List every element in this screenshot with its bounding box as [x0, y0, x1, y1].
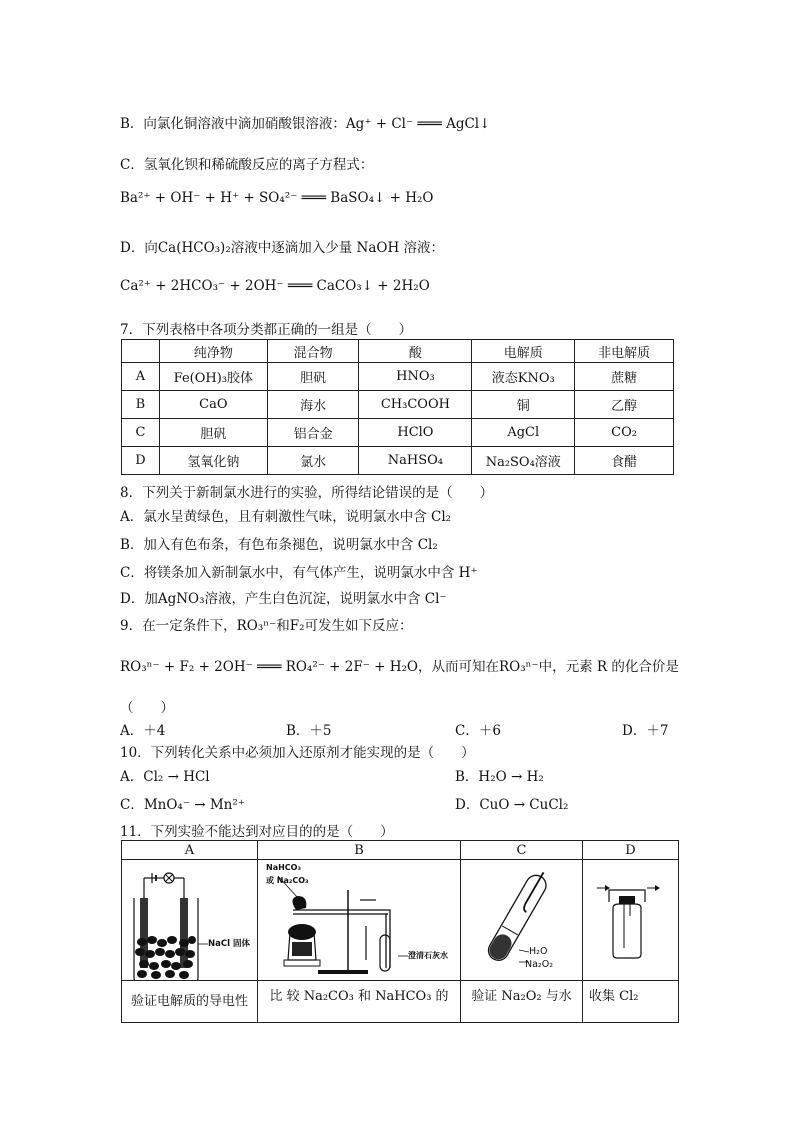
q6-option-c-text: C．氢氧化钡和稀硫酸反应的离子方程式：: [120, 157, 374, 173]
q10-option-b: B．H₂O → H₂: [455, 769, 544, 785]
h2o-label: H₂O: [529, 946, 548, 957]
conductivity-apparatus-image: [122, 860, 257, 980]
q8-option-a: A．氯水呈黄绿色，且有刺激性气味，说明氯水中含 Cl₂: [120, 509, 452, 525]
q6-option-b: [120, 112, 490, 132]
table-cell: 铝合金: [267, 419, 359, 447]
table-cell: 氯水: [267, 447, 359, 475]
table-row: [122, 981, 679, 1023]
table-row: [122, 860, 679, 981]
caption-a: 验证电解质的导电性: [122, 981, 258, 1023]
table-cell: HClO: [359, 419, 472, 447]
q9-answer-paren: （ ）: [120, 700, 174, 716]
table-header-cell: 纯净物: [159, 340, 267, 363]
q10-option-a: A．Cl₂ → HCl: [120, 769, 210, 785]
table-row: [122, 363, 674, 391]
q6-option-d-equation: Ca²⁺ + 2HCO₃⁻ + 2OH⁻ ═══ CaCO₃↓ + 2H₂O: [120, 278, 430, 294]
na2o2-label: Na₂O₂: [525, 959, 554, 970]
q8-option-c: C．将镁条加入新制氯水中，有气体产生，说明氯水中含 H⁺: [120, 565, 478, 581]
table-cell: Na₂SO₄溶液: [472, 447, 575, 475]
table-row: [122, 447, 674, 475]
table-cell: CaO: [159, 391, 267, 419]
table-header-cell: 非电解质: [575, 340, 674, 363]
q11-table: [121, 840, 679, 1023]
table-cell: Fe(OH)₃胶体: [159, 363, 267, 391]
table-cell: C: [122, 419, 160, 447]
apparatus-b-cell: [258, 860, 461, 981]
table-header-cell: 电解质: [472, 340, 575, 363]
table-header-row: [122, 841, 679, 860]
q9-option-a: A．＋4: [120, 723, 166, 739]
table-row: [122, 419, 674, 447]
gas-bottle-image: [583, 860, 678, 980]
table-header-cell: C: [461, 841, 583, 860]
table-header-cell: 酸: [359, 340, 472, 363]
q6-option-b-equation: Ag⁺ + Cl⁻ ═══ AgCl↓: [345, 116, 491, 132]
table-header-cell: B: [258, 841, 461, 860]
table-row: [122, 391, 674, 419]
table-cell: D: [122, 447, 160, 475]
table-cell: CO₂: [575, 419, 674, 447]
apparatus-d-cell: [583, 860, 679, 981]
apparatus-c-cell: [461, 860, 583, 981]
table-cell: 食醋: [575, 447, 674, 475]
q9-stem: 9．在一定条件下，RO₃ⁿ⁻和F₂可发生如下反应：: [120, 618, 413, 634]
q10-option-d: D．CuO → CuCl₂: [455, 797, 569, 813]
table-cell: 胆矾: [159, 419, 267, 447]
q7-table: [121, 339, 674, 475]
table-cell: 蔗糖: [575, 363, 674, 391]
caption-d: 收集 Cl₂: [583, 981, 679, 1023]
q7-stem: 7．下列表格中各项分类都正确的一组是（ ）: [120, 322, 413, 338]
q9-equation: RO₃ⁿ⁻ + F₂ + 2OH⁻ ═══ RO₄²⁻ + 2F⁻ + H₂O，从而可知在RO₃ⁿ⁻中，元素 R 的化合价是: [120, 659, 679, 675]
q8-option-b: B．加入有色布条，有色布条褪色，说明氯水中含 Cl₂: [120, 537, 438, 553]
table-cell: AgCl: [472, 419, 575, 447]
table-header-row: [122, 340, 674, 363]
apparatus-a-cell: [122, 860, 258, 981]
table-cell: NaHSO₄: [359, 447, 472, 475]
table-cell: B: [122, 391, 160, 419]
q10-option-c: C．MnO₄⁻ → Mn²⁺: [120, 797, 245, 813]
table-cell: 氢氧化钠: [159, 447, 267, 475]
q9-option-d: D．＋7: [622, 723, 669, 739]
nacl-label: NaCl 固体: [208, 939, 250, 949]
table-cell: 铜: [472, 391, 575, 419]
q8-option-d: D．加AgNO₃溶液，产生白色沉淀，说明氯水中含 Cl⁻: [120, 591, 447, 607]
table-cell: A: [122, 363, 160, 391]
table-cell: 胆矾: [267, 363, 359, 391]
table-cell: HNO₃: [359, 363, 472, 391]
nahco3-label: NaHCO₃: [266, 863, 301, 872]
q6-option-c-equation: Ba²⁺ + OH⁻ + H⁺ + SO₄²⁻ ═══ BaSO₄↓ + H₂O: [120, 190, 434, 206]
table-cell: 液态KNO₃: [472, 363, 575, 391]
limewater-label: 澄清石灰水: [408, 951, 448, 960]
q11-stem: 11．下列实验不能达到对应目的的是（ ）: [120, 824, 394, 840]
caption-c: 验证 Na₂O₂ 与水: [461, 981, 583, 1023]
q6-option-d-text: D．向Ca(HCO₃)₂溶液中逐滴加入少量 NaOH 溶液：: [120, 240, 445, 256]
table-header-cell: 混合物: [267, 340, 359, 363]
caption-b: 比 较 Na₂CO₃ 和 NaHCO₃ 的: [258, 981, 461, 1023]
table-cell: 乙醇: [575, 391, 674, 419]
q9-option-b: B．＋5: [286, 723, 332, 739]
q10-stem: 10．下列转化关系中必须加入还原剂才能实现的是（ ）: [120, 745, 475, 761]
q6-option-b-text: B．向氯化铜溶液中滴加硝酸银溶液：: [120, 116, 346, 132]
table-cell: CH₃COOH: [359, 391, 472, 419]
q9-option-c: C．＋6: [455, 723, 501, 739]
na2co3-label: 或 Na₂CO₃: [266, 876, 309, 885]
q8-stem: 8．下列关于新制氯水进行的实验，所得结论错误的是（ ）: [120, 485, 494, 501]
test-tube-image: [461, 860, 582, 980]
table-header-cell: D: [583, 841, 679, 860]
table-cell: 海水: [267, 391, 359, 419]
table-header-cell: [122, 340, 160, 363]
table-header-cell: A: [122, 841, 258, 860]
